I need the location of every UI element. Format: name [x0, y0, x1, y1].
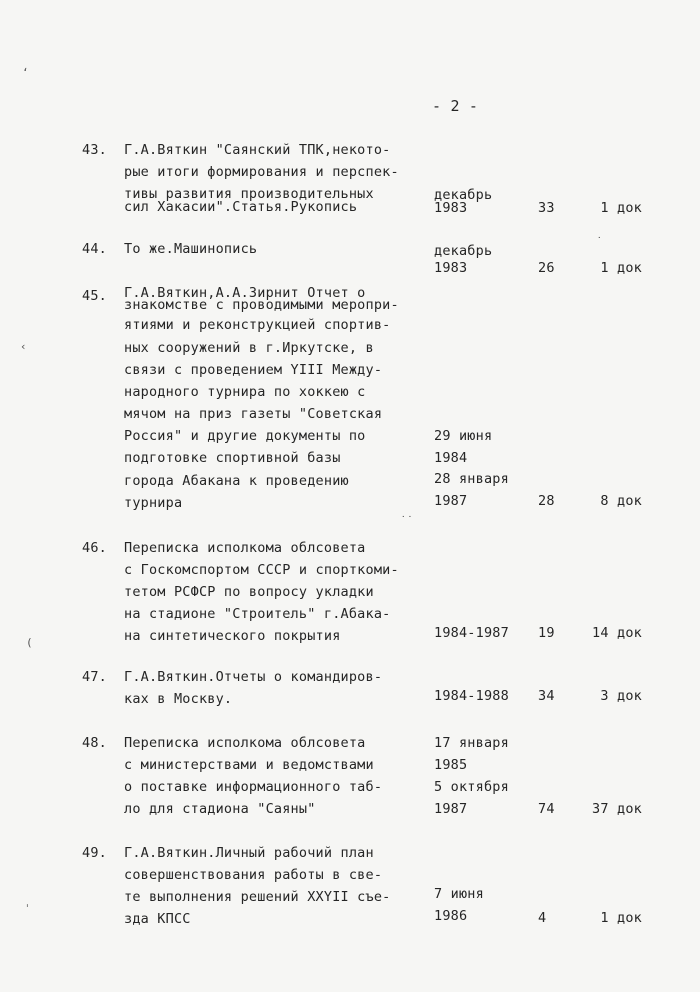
entry-number: 45. [82, 288, 107, 304]
entry-docs: 3 док [600, 688, 642, 704]
entry-number: 43. [82, 142, 107, 158]
entry-date: 1987 [434, 493, 468, 509]
entry-date: 1984 [434, 450, 468, 466]
entry-title-line: тивы развития производительных [124, 186, 374, 202]
entry-sheets: 33 [538, 200, 555, 216]
entry-title-line: сил Хакасии".Статья.Рукопись [124, 199, 358, 215]
entry-title-line: с министерствами и ведомствами [124, 757, 374, 773]
entry-sheets: 74 [538, 801, 555, 817]
entry-docs: 1 док [600, 260, 642, 276]
entry-title-line: То же.Машинопись [124, 241, 258, 257]
entry-number: 49. [82, 845, 107, 861]
entry-title-line: Россия" и другие документы по [124, 428, 366, 444]
entry-title-line: связи с проведением YIII Между- [124, 362, 383, 378]
entry-number: 47. [82, 669, 107, 685]
entry-date: 5 октября [434, 779, 509, 795]
entry-date: 28 января [434, 471, 509, 487]
entry-sheets: 28 [538, 493, 555, 509]
entry-number: 46. [82, 540, 107, 556]
scan-speck: ˙ [596, 235, 603, 248]
entry-title-line: народного турнира по хоккею с [124, 384, 366, 400]
entry-title-line: на синтетического покрытия [124, 628, 341, 644]
entry-date: 29 июня [434, 428, 493, 444]
scan-speck: ˙˙ [400, 514, 414, 527]
entry-date: декабрь [434, 243, 493, 259]
entry-title-line: Г.А.Вяткин "Саянский ТПК,некото- [124, 142, 391, 158]
entry-date: 1987 [434, 801, 468, 817]
entry-title-line: на стадионе "Строитель" г.Абака- [124, 606, 391, 622]
entry-sheets: 26 [538, 260, 555, 276]
scan-speck: ʻ [22, 66, 29, 79]
scan-speck: ( [26, 636, 33, 649]
entry-docs: 8 док [600, 493, 642, 509]
entry-title-line: Переписка исполкома облсовета [124, 540, 366, 556]
entry-date: 1983 [434, 260, 468, 276]
entry-date: 17 января [434, 735, 509, 751]
entry-date: 1986 [434, 908, 468, 924]
page-number: - 2 - [432, 97, 479, 115]
entry-title-line: Г.А.Вяткин,А.А.Зирнит Отчет о [124, 285, 366, 301]
entry-title-line: рые итоги формирования и перспек- [124, 164, 399, 180]
entry-title-line: подготовке спортивной базы [124, 450, 341, 466]
entry-date: 1983 [434, 200, 468, 216]
entry-title-line: турнира [124, 495, 183, 511]
scan-speck: ˈ [24, 902, 31, 915]
entry-title-line: знакомстве с проводимыми меропри- [124, 297, 399, 313]
entry-date: 1985 [434, 757, 468, 773]
scan-speck: ‹ [20, 340, 27, 353]
entry-title-line: города Абакана к проведению [124, 473, 349, 489]
entry-title-line: тетом РСФСР по вопросу укладки [124, 584, 374, 600]
entry-date: 1984-1987 [434, 625, 509, 641]
entry-title-line: ло для стадиона "Саяны" [124, 801, 316, 817]
entry-title-line: Г.А.Вяткин.Личный рабочий план [124, 845, 374, 861]
entry-title-line: те выполнения решений XXYII съе- [124, 889, 391, 905]
entry-title-line: совершенствования работы в све- [124, 867, 383, 883]
entry-title-line: с Госкомспортом СССР и спорткоми- [124, 562, 399, 578]
entry-sheets: 4 [538, 910, 547, 926]
entry-sheets: 19 [538, 625, 555, 641]
entry-docs: 37 док [592, 801, 642, 817]
entry-docs: 1 док [600, 200, 642, 216]
entry-title-line: Г.А.Вяткин.Отчеты о командиров- [124, 669, 383, 685]
entry-title-line: о поставке информационного таб- [124, 779, 383, 795]
entry-title-line: ятиями и реконструкцией спортив- [124, 317, 391, 333]
entry-sheets: 34 [538, 688, 555, 704]
entry-date: 7 июня [434, 886, 484, 902]
entry-title-line: мячом на приз газеты "Советская [124, 406, 383, 422]
entry-number: 44. [82, 241, 107, 257]
entry-title-line: зда КПСС [124, 911, 191, 927]
entry-title-line: ных сооружений в г.Иркутске, в [124, 340, 374, 356]
entry-docs: 1 док [600, 910, 642, 926]
entry-number: 48. [82, 735, 107, 751]
entry-date: 1984-1988 [434, 688, 509, 704]
entry-date: декабрь [434, 187, 493, 203]
entry-title-line: Переписка исполкома облсовета [124, 735, 366, 751]
entry-docs: 14 док [592, 625, 642, 641]
entry-title-line: ках в Москву. [124, 691, 233, 707]
